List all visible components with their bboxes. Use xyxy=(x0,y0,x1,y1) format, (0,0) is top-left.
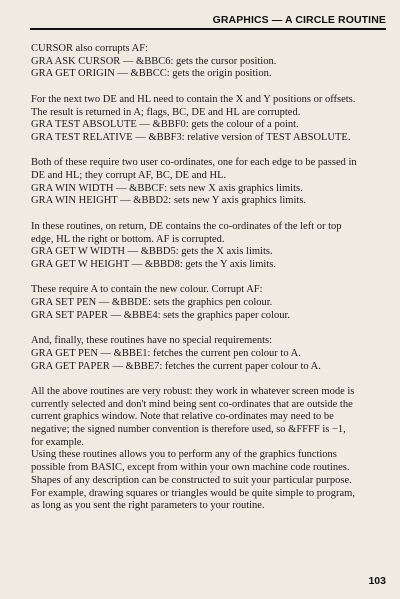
text-line: All the above routines are very robust: they work in whatever screen mode is xyxy=(31,385,355,397)
text-line: current graphics window. Note that relative co-ordinates may need to be xyxy=(31,411,334,423)
text-line: GRA GET PEN — &BBE1: fetches the current pen colour to A. xyxy=(31,347,301,359)
text-line: DE and HL; they corrupt AF, BC, DE and HL. xyxy=(31,170,227,181)
text-line: currently selected and don't mind being sent co-ordinates that are outside the xyxy=(31,398,353,410)
text-line: GRA SET PAPER — &BBE4: sets the graphics paper colour. xyxy=(31,309,290,321)
text-line: For the next two DE and HL need to contain the X and Y positions or offsets. xyxy=(31,93,356,105)
running-header: GRAPHICS — A CIRCLE ROUTINE xyxy=(30,12,386,30)
text-line: GRA GET W WIDTH — &BBD5: gets the X axis limits. xyxy=(31,246,273,258)
text-line: GRA GET ORIGIN — &BBCC: gets the origin position. xyxy=(31,68,272,80)
text-line: GRA WIN HEIGHT — &BBD2: sets new Y axis graphics limits. xyxy=(31,195,307,207)
page-number: 103 xyxy=(368,575,386,587)
paragraph-summary xyxy=(31,386,389,513)
text-line: GRA TEST ABSOLUTE — &BBF0: gets the colour of a point. xyxy=(31,119,299,131)
text-line: CURSOR also corrupts AF: xyxy=(31,43,148,54)
text-line: possible from BASIC, except from within your own machine code routines. xyxy=(31,462,350,474)
text-line: The result is returned in A; flags, BC, DE and HL are corrupted. xyxy=(31,106,301,118)
paragraph-window-get xyxy=(31,221,389,272)
text-line: GRA GET PAPER — &BBE7: fetches the current paper colour to A. xyxy=(31,360,321,372)
text-line: negative; the signed number convention is therefore used, so &FFFF is −1, xyxy=(31,424,346,435)
body-text xyxy=(31,43,389,513)
text-line: Using these routines allows you to perform any of the graphics functions xyxy=(31,449,337,461)
text-line: GRA GET W HEIGHT — &BBD8: gets the Y axis limits. xyxy=(31,258,276,270)
text-line: For example, drawing squares or triangles would be quite simple to program, xyxy=(31,487,355,499)
text-line: GRA TEST RELATIVE — &BBF3: relative version of TEST ABSOLUTE. xyxy=(31,131,351,143)
text-line: GRA ASK CURSOR — &BBC6: gets the cursor position. xyxy=(31,55,277,67)
text-line: And, finally, these routines have no special requirements: xyxy=(31,335,273,347)
text-line: as long as you sent the right parameters to your routine. xyxy=(31,500,265,512)
paragraph-window-set xyxy=(31,157,389,208)
text-line: GRA WIN WIDTH — &BBCF: sets new X axis graphics limits. xyxy=(31,182,303,194)
text-line: In these routines, on return, DE contains the co-ordinates of the left or top xyxy=(31,220,342,232)
paragraph-colour-get xyxy=(31,335,389,373)
paragraph-colour-set xyxy=(31,284,389,322)
paragraph-test xyxy=(31,94,389,145)
text-line: Both of these require two user co-ordinates, one for each edge to be passed in xyxy=(31,157,357,169)
text-line: for example. xyxy=(31,436,85,448)
text-line: Shapes of any description can be constructed to suit your particular purpose. xyxy=(31,474,352,486)
text-line: edge, HL the right or bottom. AF is corrupted. xyxy=(31,233,225,245)
text-line: These require A to contain the new colour. Corrupt AF: xyxy=(31,284,263,296)
paragraph-cursor xyxy=(31,43,389,81)
text-line: GRA SET PEN — &BBDE: sets the graphics pen colour. xyxy=(31,297,273,308)
